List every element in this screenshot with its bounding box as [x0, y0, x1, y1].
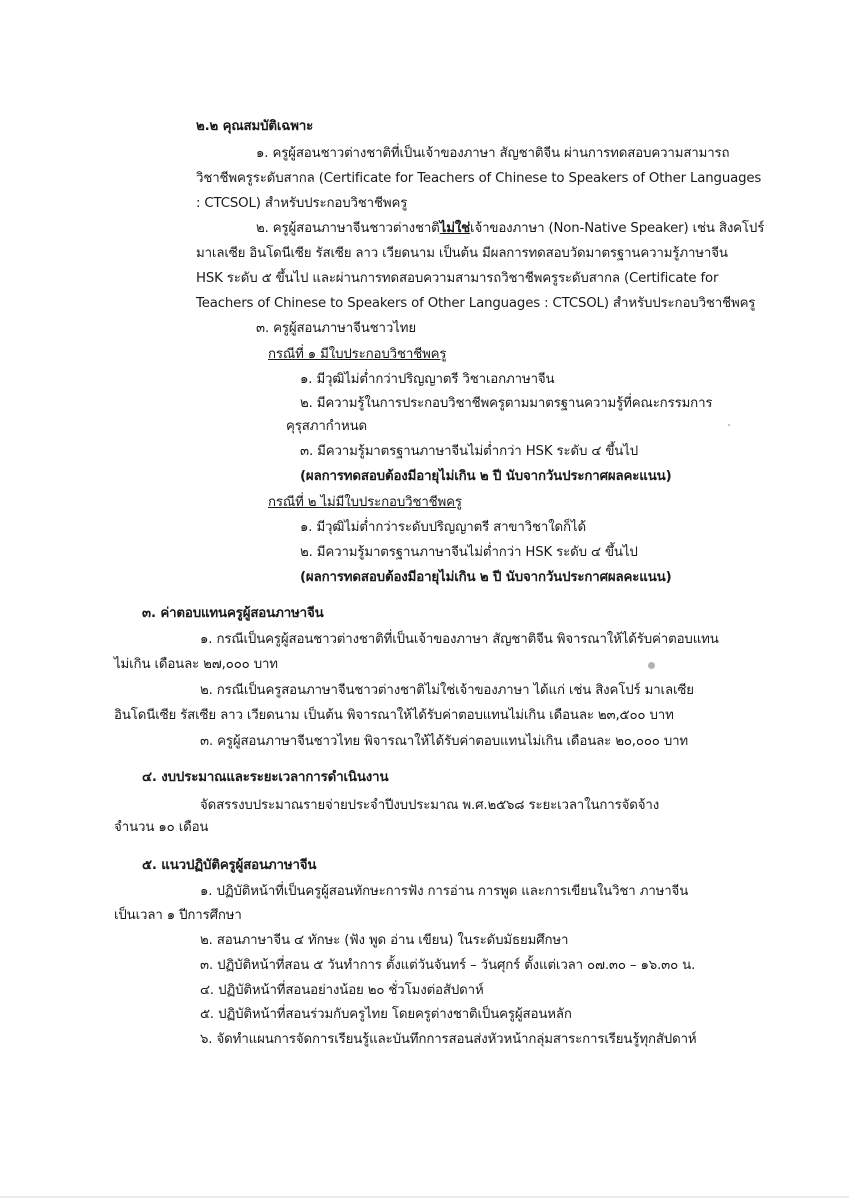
case-1-title: กรณีที่ ๑ มีใบประกอบวิชาชีพครู [268, 347, 447, 362]
scan-speck-small [728, 424, 730, 426]
case-2-note: (ผลการทดสอบต้องมีอายุไม่เกิน ๒ ปี นับจากวันประกาศผลคะแนน) [300, 570, 672, 585]
duty-1-line-1: ๑. ปฏิบัติหน้าที่เป็นครูผู้สอนทักษะการฟัง การอ่าน การพูด และการเขียนในวิชา ภาษาจีน [200, 884, 689, 899]
case-1-item-2-line-1: ๒. มีความรู้ในการประกอบวิชาชีพครูตามมาตรฐานความรู้ที่คณะกรรมการ [300, 396, 713, 411]
duty-6: ๖. จัดทำแผนการจัดการเรียนรู้และบันทึกการสอนส่งหัวหน้ากลุ่มสาระการเรียนรู้ทุกสัปดาห์ [200, 1032, 697, 1047]
compensation-1-line-1: ๑. กรณีเป็นครูผู้สอนชาวต่างชาติที่เป็นเจ้าของภาษา สัญชาติจีน พิจารณาให้ได้รับค่าตอบแทน [200, 632, 719, 647]
scan-speck [648, 662, 655, 669]
duty-4: ๔. ปฏิบัติหน้าที่สอนอย่างน้อย ๒๐ ชั่วโมงต่อสัปดาห์ [200, 983, 484, 998]
qualification-2-line-1 [256, 218, 764, 240]
qualification-2-line-4: Teachers of Chinese to Speakers of Other Languages : CTCSOL) สำหรับประกอบวิชาชีพครู [196, 296, 756, 311]
qualification-2-text-c: เจ้าของภาษา (Non-Native Speaker) เช่น สิงคโปร์ [470, 221, 765, 236]
qualification-1-line-2: วิชาชีพครูระดับสากล (Certificate for Teachers of Chinese to Speakers of Other Languages [196, 171, 762, 186]
case-2-item-2: ๒. มีความรู้มาตรฐานภาษาจีนไม่ต่ำกว่า HSK ระดับ ๔ ขึ้นไป [300, 545, 638, 560]
compensation-2-line-2: อินโดนีเซีย รัสเซีย ลาว เวียดนาม เป็นต้น พิจารณาให้ได้รับค่าตอบแทนไม่เกิน เดือนละ ๒๓,๕๐๐ บาท [114, 708, 674, 723]
qualification-2-emphasis: ไม่ใช่ [439, 221, 471, 236]
duty-5: ๕. ปฏิบัติหน้าที่สอนร่วมกับครูไทย โดยครูต่างชาติเป็นครูผู้สอนหลัก [200, 1007, 572, 1022]
qualification-2-line-2: มาเลเซีย อินโดนีเซีย รัสเซีย ลาว เวียดนาม เป็นต้น มีผลการทดสอบวัดมาตรฐานความรู้ภาษาจีน [196, 246, 728, 261]
case-2-item-1: ๑. มีวุฒิไม่ต่ำกว่าระดับปริญญาตรี สาขาวิชาใดก็ได้ [300, 520, 586, 535]
case-1-item-2-line-2: คุรุสภากำหนด [286, 419, 368, 434]
compensation-3: ๓. ครูผู้สอนภาษาจีนชาวไทย พิจารณาให้ได้รับค่าตอบแทนไม่เกิน เดือนละ ๒๐,๐๐๐ บาท [200, 734, 689, 749]
section-5-heading: ๕. แนวปฏิบัติครูผู้สอนภาษาจีน [142, 858, 317, 873]
duty-3: ๓. ปฏิบัติหน้าที่สอน ๕ วันทำการ ตั้งแต่วันจันทร์ – วันศุกร์ ตั้งแต่เวลา ๐๗.๓๐ – ๑๖.๓๐ น. [200, 958, 696, 973]
section-4-heading: ๔. งบประมาณและระยะเวลาการดำเนินงาน [142, 770, 389, 785]
compensation-1-line-2: ไม่เกิน เดือนละ ๒๗,๐๐๐ บาท [114, 657, 278, 672]
duty-2: ๒. สอนภาษาจีน ๔ ทักษะ (ฟัง พูด อ่าน เขียน) ในระดับมัธยมศึกษา [200, 933, 569, 948]
case-1-item-1: ๑. มีวุฒิไม่ต่ำกว่าปริญญาตรี วิชาเอกภาษาจีน [300, 372, 555, 387]
case-1-item-3: ๓. มีความรู้มาตรฐานภาษาจีนไม่ต่ำกว่า HSK ระดับ ๔ ขึ้นไป [300, 444, 639, 459]
case-1-note: (ผลการทดสอบต้องมีอายุไม่เกิน ๒ ปี นับจากวันประกาศผลคะแนน) [300, 469, 672, 484]
compensation-2-line-1: ๒. กรณีเป็นครูสอนภาษาจีนชาวต่างชาติไม่ใช่เจ้าของภาษา ได้แก่ เช่น สิงคโปร์ มาเลเซีย [200, 683, 694, 698]
page-bottom-edge [0, 1196, 849, 1198]
duty-1-line-2: เป็นเวลา ๑ ปีการศึกษา [114, 908, 242, 923]
qualification-1-line-1: ๑. ครูผู้สอนชาวต่างชาติที่เป็นเจ้าของภาษา สัญชาติจีน ผ่านการทดสอบความสามารถ [256, 146, 730, 161]
qualification-2-line-3: HSK ระดับ ๕ ขึ้นไป และผ่านการทดสอบความสามารถวิชาชีพครูระดับสากล (Certificate for [196, 271, 719, 286]
qualification-2-text-a: ๒. ครูผู้สอนภาษาจีนชาวต่างชาติ [256, 221, 440, 236]
section-2-2-heading: ๒.๒ คุณสมบัติเฉพาะ [196, 119, 314, 134]
budget-line-2: จำนวน ๑๐ เดือน [114, 820, 209, 835]
qualification-1-line-3: : CTCSOL) สำหรับประกอบวิชาชีพครู [196, 196, 408, 211]
case-2-title: กรณีที่ ๒ ไม่มีใบประกอบวิชาชีพครู [268, 495, 462, 510]
section-3-heading: ๓. ค่าตอบแทนครูผู้สอนภาษาจีน [142, 606, 324, 621]
budget-line-1: จัดสรรงบประมาณรายจ่ายประจำปีงบประมาณ พ.ศ.๒๕๖๘ ระยะเวลาในการจัดจ้าง [200, 798, 660, 813]
qualification-3: ๓. ครูผู้สอนภาษาจีนชาวไทย [256, 321, 416, 336]
